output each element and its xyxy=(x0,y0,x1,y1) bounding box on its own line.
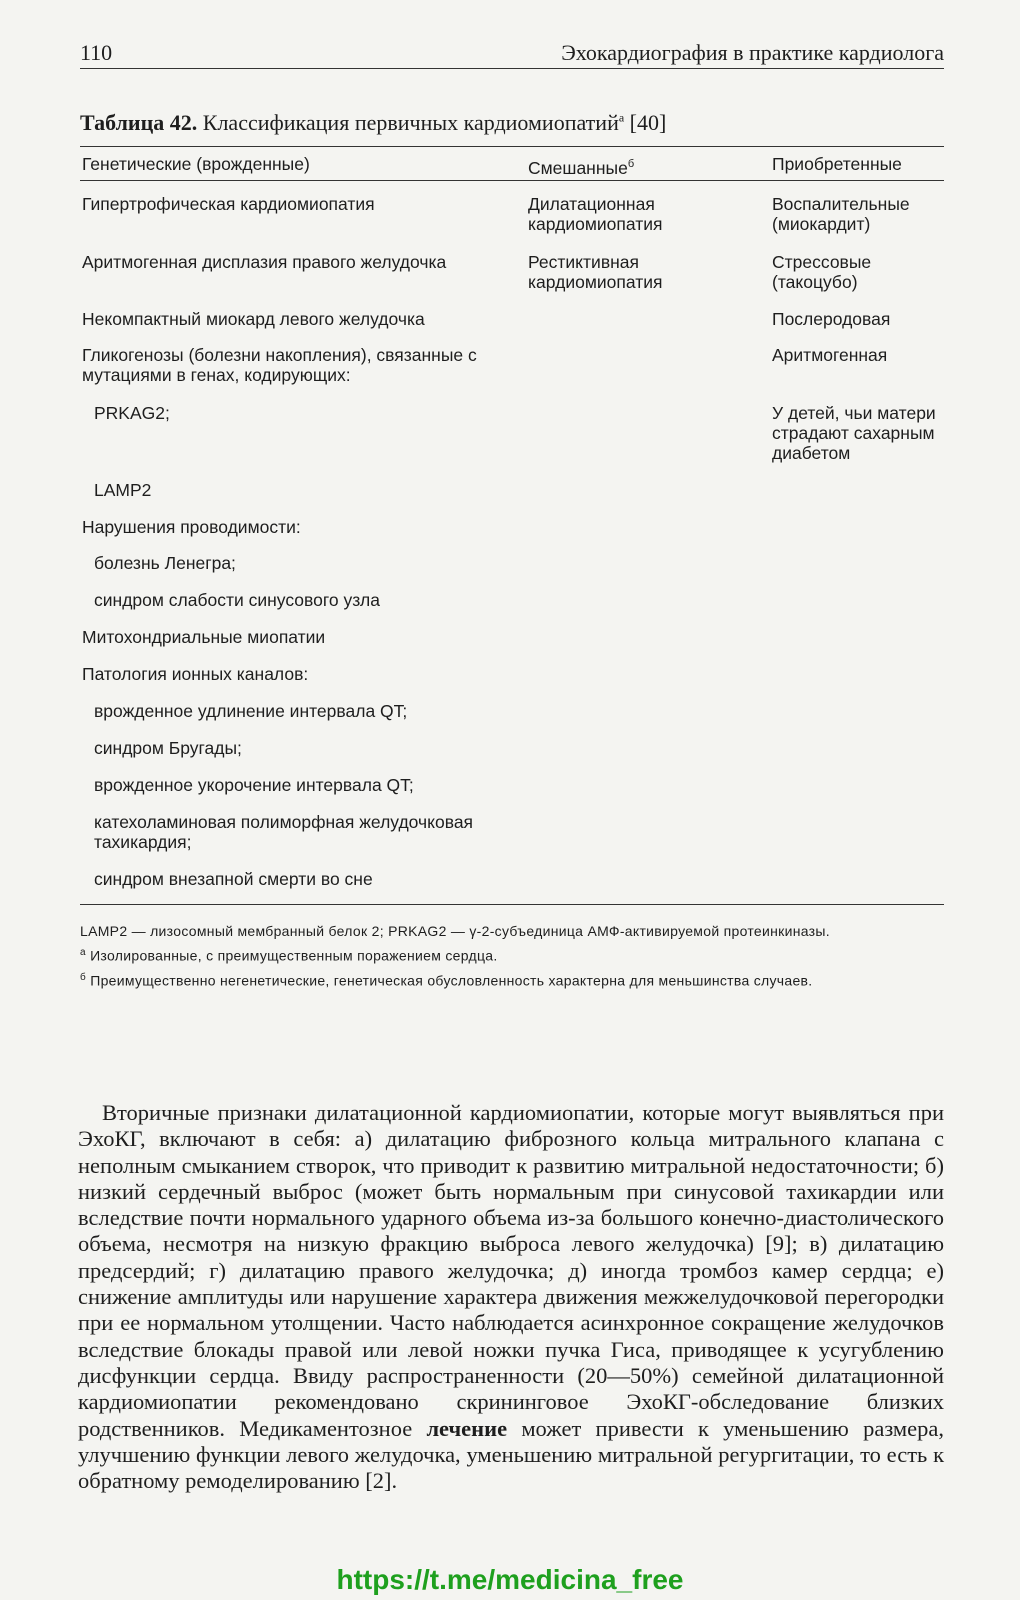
genetic-subitem: болезнь Ленегра; xyxy=(94,553,236,573)
genetic-item: Некомпактный миокард левого желудочка xyxy=(82,309,425,329)
page-number: 110 xyxy=(80,40,113,65)
genetic-subitem: врожденное укорочение интервала QT; xyxy=(94,775,414,795)
genetic-subitem: катехоламиновая полиморфная желудочковая тахикардия; xyxy=(94,812,474,852)
genetic-item: Митохондриальные миопатии xyxy=(82,627,326,647)
table-header-rule xyxy=(80,180,944,181)
table-notes xyxy=(80,923,944,993)
genetic-item: Гликогенозы (болезни накопления), связанные с мутациями в генах, кодирующих: xyxy=(82,345,477,385)
table-caption-label: Таблица 42. xyxy=(80,110,198,135)
genetic-item: Патология ионных каналов: xyxy=(82,664,309,684)
acquired-item: Послеродовая xyxy=(772,309,891,329)
mixed-item: Дилатационная кардиомиопатия xyxy=(528,194,663,234)
table-caption-ref: [40] xyxy=(624,110,667,135)
column-header-genetic: Генетические (врожденные) xyxy=(82,154,310,174)
body-paragraph: Вторичные признаки дилатационной кардиомиопатии, которые могут выявляться при ЭхоКГ, включают в себя: а) дилатацию фиброзного кольца митрального клапана с неполным смыканием створок, что приводит к развитию митральной недостаточности; б) низкий сердечный выброс (может быть нормальным при синусовой тахикардии или вследствие почти нормального ударного объема из-за большого конечно-диастолического объема, несмотря на низкую фракцию выброса левого желудочка) [9]; в) дилатацию предсердий; г) дилатацию правого желудочка; д) иногда тромбоз камер сердца; е) снижение амплитуды или нарушение характера движения межжелудочковой перегородки при ее нормальном утолщении. Часто наблюдается асинхронное сокращение желудочков вследствие блокады правой или левой ножки пучка Гиса, приводящее к усугублению дисфункции сердца. Ввиду распространенности (20—50%) семейной дилатационной кардиомиопатии рекомендовано скрининговое ЭхоКГ-обследование близких родственников. Медикаментозное лечение может привести к уменьшению размера, улучшению функции левого желудочка, уменьшению митральной регургитации, то есть к обратному ремоделированию [2]. xyxy=(78,1100,944,1494)
note-abbreviations: LAMP2 — лизосомный мембранный белок 2; PRKAG2 — γ-2-субъединица АМФ-активируемой протеинкиназы. xyxy=(80,923,830,939)
running-title: Эхокардиография в практике кардиолога xyxy=(561,40,944,65)
table-top-rule xyxy=(80,146,944,147)
genetic-item: Аритмогенная дисплазия правого желудочка xyxy=(82,252,447,272)
acquired-item: У детей, чьи матери страдают сахарным диабетом xyxy=(772,403,936,463)
table-caption xyxy=(80,110,666,136)
table-caption-text: Классификация первичных кардиомиопатий xyxy=(197,110,619,135)
table-bottom-rule xyxy=(80,904,944,905)
acquired-item: Аритмогенная xyxy=(772,345,888,365)
column-header-acquired: Приобретенные xyxy=(772,154,902,174)
genetic-subitem: врожденное удлинение интервала QT; xyxy=(94,701,408,721)
column-header-mixed: Смешанные$^б$ xyxy=(528,157,635,178)
acquired-item: Воспалительные (миокардит) xyxy=(772,194,910,234)
telegram-link[interactable]: https://t.me/medicina_free xyxy=(336,1564,684,1595)
genetic-subitem: синдром внезапной смерти во сне xyxy=(94,869,373,889)
bold-term: лечение xyxy=(426,1415,508,1441)
genetic-item: Гипертрофическая кардиомиопатия xyxy=(82,194,375,214)
genetic-subitem: PRKAG2; xyxy=(94,403,170,423)
acquired-item: Стрессовые (такоцубо) xyxy=(772,252,872,292)
mixed-item: Рестиктивная кардиомиопатия xyxy=(528,252,663,292)
genetic-item: Нарушения проводимости: xyxy=(82,517,301,537)
page-header xyxy=(80,38,944,69)
genetic-subitem: LAMP2 xyxy=(94,480,152,500)
table-caption-sup: а xyxy=(618,110,625,125)
genetic-subitem: синдром слабости синусового узла xyxy=(94,590,380,610)
genetic-subitem: синдром Бругады; xyxy=(94,738,242,758)
note-b: $^б$ Преимущественно негенетические, генетическая обусловленность характерна для меньшинства случаев. xyxy=(80,971,813,989)
note-a: $^а$ Изолированные, с преимущественным поражением сердца. xyxy=(80,947,498,964)
